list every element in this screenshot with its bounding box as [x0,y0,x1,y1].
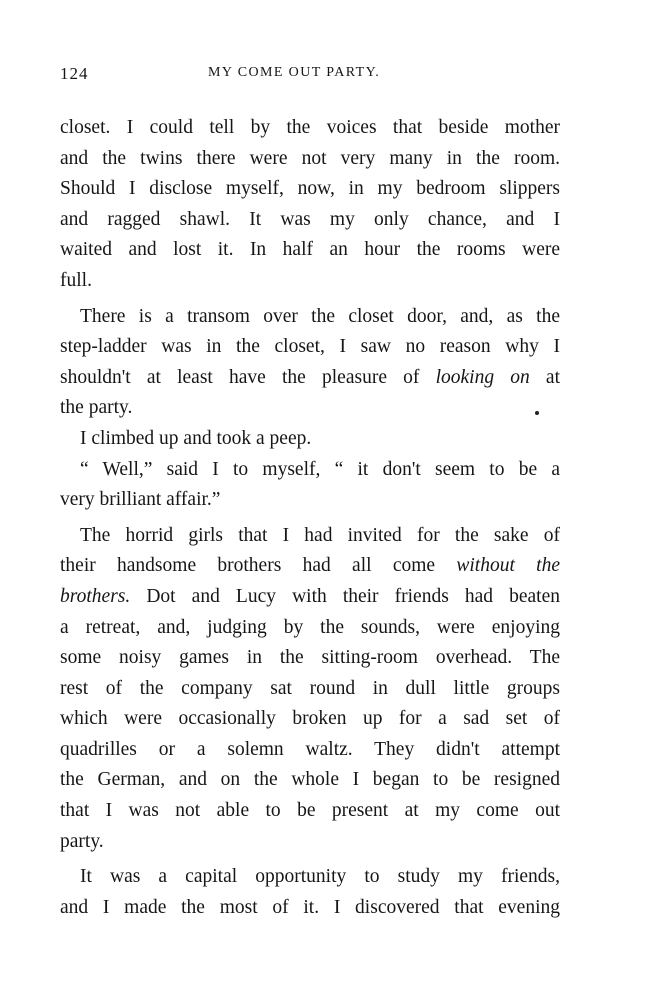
italic-text: brothers. [60,585,131,607]
text-line: I climbed up and took a peep. [80,427,312,449]
body-text [60,113,560,923]
running-title: MY COME OUT PARTY. [208,65,381,80]
text-line [60,582,560,613]
text-line: rest of the company sat round in dull little groups [60,677,560,699]
text-line: full. [60,269,92,291]
text-line: “ Well,” said I to myself, “ it don't seem to be a [80,458,560,480]
text-line: waited and lost it. In half an hour the rooms were [60,239,560,261]
text-line: The horrid girls that I had invited for the sake of [80,524,560,546]
text-line: Should I disclose myself, now, in my bedroom slippers [60,178,560,200]
text-line: and ragged shawl. It was my only chance, and I [60,208,560,230]
text-segment: at [529,366,560,388]
text-segment: Dot and Lucy with their friends had beaten [130,585,560,607]
text-line: which were occasionally broken up for a sad set of [60,708,560,730]
text-line: some noisy games in the sitting-room overhead. The [60,647,560,669]
text-line [60,363,560,394]
text-line [60,551,560,582]
text-line: and the twins there were not very many in the room. [60,147,560,169]
text-line: very brilliant affair.” [60,489,221,511]
text-line: It was a capital opportunity to study my friends, [80,866,560,888]
text-line: the German, and on the whole I began to be resigned [60,769,560,791]
page-number: 124 [60,64,89,83]
text-line: and I made the most of it. I discovered that evening [60,896,560,918]
text-line: quadrilles or a solemn waltz. They didn't attempt [60,738,560,760]
text-line: the party. [60,397,133,419]
text-line: There is a transom over the closet door, and, as the [80,305,560,327]
text-segment: shouldn't at least have the pleasure of [60,366,436,388]
text-line: a retreat, and, judging by the sounds, were enjoying [60,616,560,638]
text-line: party. [60,830,104,852]
ink-speck [535,411,539,415]
text-segment: their handsome brothers had all come [60,555,457,577]
text-line: step-ladder was in the closet, I saw no reason why I [60,336,560,358]
italic-text: without the [456,555,560,577]
text-line: closet. I could tell by the voices that beside mother [60,117,560,138]
italic-text: looking on [435,366,530,388]
page-header [60,64,570,88]
text-line: that I was not able to be present at my come out [60,800,560,822]
